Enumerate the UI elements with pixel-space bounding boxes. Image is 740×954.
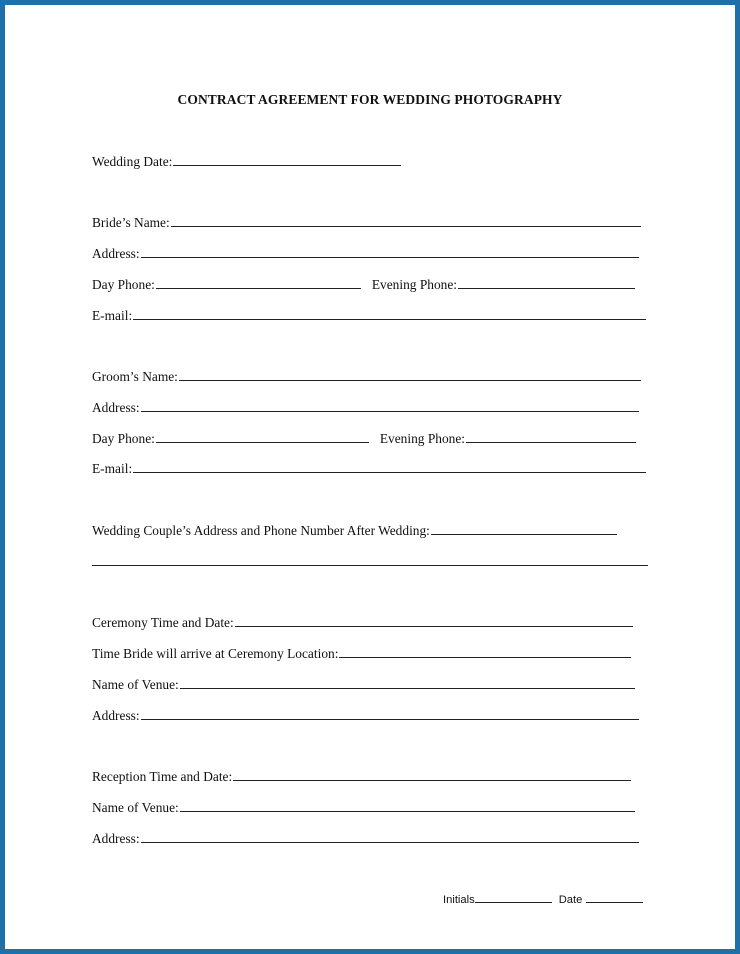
ceremony-venue-label: Name of Venue: [92,677,179,692]
ceremony-address-label: Address: [92,708,140,723]
bride-address-label: Address: [92,246,140,261]
reception-address-row [92,831,639,847]
reception-address-field[interactable] [141,831,639,843]
ceremony-time-field[interactable] [235,615,633,627]
bride-name-row [92,215,641,231]
bride-email-field[interactable] [133,308,646,320]
wedding-date-row [92,154,401,170]
couple-after-continuation-row [92,554,648,566]
bride-phone-row [92,277,635,293]
reception-time-row [92,769,631,785]
ceremony-time-row [92,615,633,631]
ceremony-time-label: Ceremony Time and Date: [92,615,234,630]
groom-name-label: Groom’s Name: [92,369,178,384]
ceremony-venue-field[interactable] [180,677,635,689]
bride-evening-phone-label: Evening Phone: [371,277,458,292]
groom-name-field[interactable] [179,369,641,381]
initials-date-footer [443,892,643,906]
reception-time-field[interactable] [233,769,631,781]
groom-phone-row [92,431,636,447]
groom-email-row [92,461,646,477]
bride-arrive-row [92,646,631,662]
bride-evening-phone-field[interactable] [458,277,635,289]
footer-date-field[interactable] [586,892,643,903]
bride-name-label: Bride’s Name: [92,215,170,230]
bride-address-row [92,246,639,262]
couple-after-continuation-field[interactable] [92,554,648,566]
reception-venue-row [92,800,635,816]
couple-after-field[interactable] [431,523,617,535]
groom-day-phone-field[interactable] [156,431,369,443]
ceremony-venue-row [92,677,635,693]
reception-time-label: Reception Time and Date: [92,769,233,784]
ceremony-address-row [92,708,639,724]
bride-day-phone-field[interactable] [156,277,361,289]
groom-evening-phone-label: Evening Phone: [379,431,466,446]
bride-arrive-field[interactable] [339,646,631,658]
groom-address-row [92,400,639,416]
ceremony-address-field[interactable] [141,708,639,720]
initials-label: Initials [443,894,475,906]
bride-arrive-label: Time Bride will arrive at Ceremony Location: [92,646,339,661]
groom-address-label: Address: [92,400,140,415]
bride-address-field[interactable] [141,246,639,258]
couple-after-label: Wedding Couple’s Address and Phone Number After Wedding: [92,523,430,538]
groom-evening-phone-field[interactable] [466,431,636,443]
reception-address-label: Address: [92,831,140,846]
groom-day-phone-label: Day Phone: [92,431,155,446]
reception-venue-label: Name of Venue: [92,800,179,815]
page-title: CONTRACT AGREEMENT FOR WEDDING PHOTOGRAPHY [177,92,563,107]
bride-name-field[interactable] [171,215,641,227]
wedding-date-label: Wedding Date: [92,154,173,169]
couple-after-row [92,523,617,539]
wedding-date-field[interactable] [173,154,401,166]
bride-email-row [92,308,646,324]
groom-address-field[interactable] [141,400,639,412]
initials-field[interactable] [475,892,552,903]
groom-email-field[interactable] [133,461,646,473]
groom-name-row [92,369,641,385]
bride-day-phone-label: Day Phone: [92,277,155,292]
bride-email-label: E-mail: [92,308,133,323]
reception-venue-field[interactable] [180,800,635,812]
groom-email-label: E-mail: [92,461,133,476]
footer-date-label: Date [558,894,583,906]
